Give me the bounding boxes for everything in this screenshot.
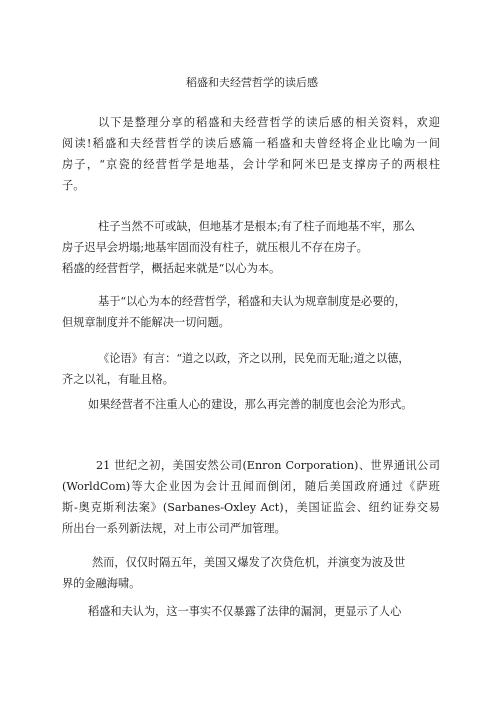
paragraph-7-line-1: 然而，仅仅时隔五年，美国又爆发了次贷危机，并演变为波及世: [92, 556, 406, 569]
paragraph-4-line-2: 齐之以礼，有耻且格。: [62, 373, 174, 386]
paragraph-1-line-3: 房子，“京瓷的经营哲学是地基，会计学和阿米巴是支撑房子的两根柱: [62, 158, 440, 171]
paragraph-2-line-1: 柱子当然不可或缺，但地基才是根本;有了柱子而地基不牢，那么: [98, 220, 416, 233]
paragraph-1-line-2: 阅读!稻盛和夫经营哲学的读后感篇一稻盛和夫曾经将企业比喻为一间: [62, 137, 440, 150]
paragraph-7-line-2: 界的金融海啸。: [62, 577, 141, 590]
paragraph-4-line-1: 《论语》有言：“道之以政，齐之以刑，民免而无耻;道之以德，: [98, 352, 410, 365]
paragraph-3-line-2: 但规章制度并不能解决一切问题。: [62, 316, 230, 329]
paragraph-8-line-1: 稻盛和夫认为，这一事实不仅暴露了法律的漏洞，更显示了人心: [88, 605, 402, 618]
paragraph-3-line-1: 基于“以心为本的经营哲学，稻盛和夫认为规章制度是必要的，: [98, 295, 406, 308]
paragraph-1-line-1: 以下是整理分享的稻盛和夫经营哲学的读后感的相关资料，欢迎: [98, 116, 440, 129]
paragraph-6-line-1: 21 世纪之初，美国安然公司(Enron Corporation)、世界通讯公司: [96, 459, 440, 472]
document-title: 稻盛和夫经营哲学的读后感: [186, 76, 318, 89]
paragraph-2-line-3: 稻盛的经营哲学，概括起来就是“以心为本。: [62, 262, 281, 275]
paragraph-6-line-3: 斯-奥克斯利法案》(Sarbanes-Oxley Act)，美国证监会、纽约证券交易: [62, 501, 440, 514]
paragraph-6-line-2: (WorldCom)等大企业因为会计丑闻而倒闭，随后美国政府通过《萨班: [62, 480, 440, 493]
paragraph-1-line-4: 子。: [62, 179, 85, 192]
paragraph-2-line-2: 房子迟早会坍塌;地基牢固而没有柱子，就压根儿不存在房子。: [62, 241, 368, 254]
paragraph-6-line-4: 所出台一系列新法规，对上市公司严加管理。: [62, 522, 286, 535]
paragraph-5-line-1: 如果经营者不注重人心的建设，那么再完善的制度也会沦为形式。: [88, 398, 413, 411]
